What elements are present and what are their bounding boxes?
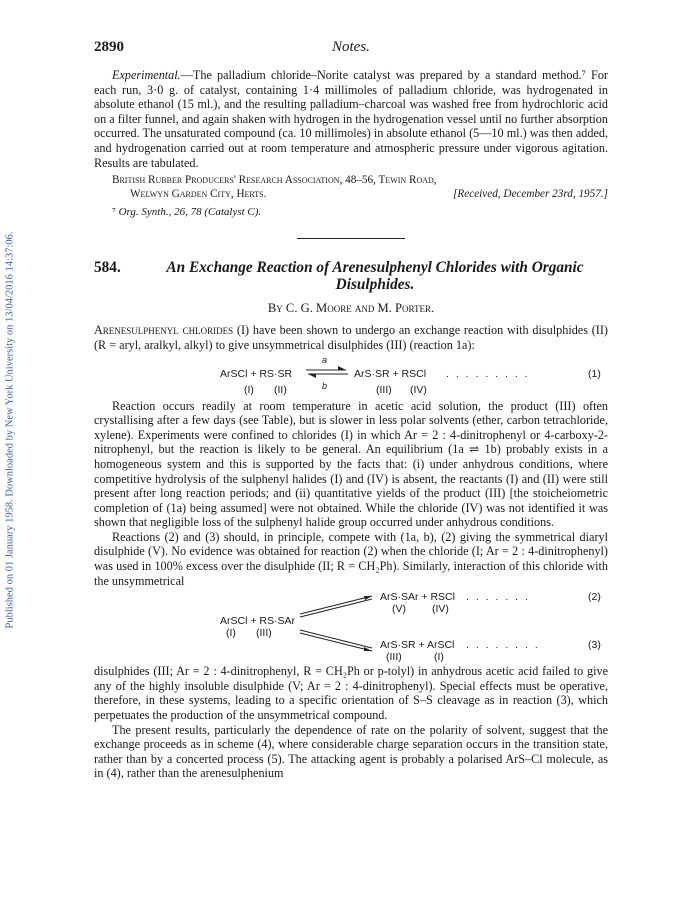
article-title-block — [94, 259, 608, 293]
eq2-label-IV: (IV) — [432, 603, 449, 616]
eq1-number: (1) — [588, 367, 601, 380]
eq3-products: ArS·SR + ArSCl — [380, 639, 455, 652]
equation-1 — [94, 355, 608, 395]
footnote — [94, 205, 608, 220]
affiliation-line-2: Welwyn Garden City, Herts. — [130, 187, 267, 200]
byline: By C. G. Moore and M. Porter. — [267, 300, 435, 315]
experimental-heading: Experimental. — [112, 68, 181, 82]
article-number: 584. — [94, 258, 121, 276]
footnote-text: Org. Synth., 26, 78 (Catalyst C). — [118, 206, 262, 219]
eq1-label-II: (II) — [274, 383, 287, 396]
eq1-arrow-a: a — [322, 354, 328, 365]
intro-lead: Arenesulphenyl chlorides — [94, 323, 234, 338]
intro-paragraph — [94, 323, 608, 352]
download-watermark — [2, 160, 18, 700]
page-header — [94, 40, 608, 62]
received-date: [Received, December 23rd, 1957.] — [453, 187, 608, 200]
eq1-label-III: (III) — [376, 383, 392, 396]
eq1-left: ArSCl + RS·SR — [220, 367, 293, 380]
paragraph-3: disulphides (III; Ar = 2 : 4-dinitrophenyl, R = CH₂Ph or p-tolyl) in anhydrous acetic acid failed to give any of the highly insoluble disulphide (V; Ar = 2 : 4-dinitrophenyl). Special effects must be operative, therefore, in these systems, leading to a specific orientation of S–S cleavage as in reaction (3), which perpetuates the production of the unsymmetrical compound. — [94, 664, 608, 723]
paragraph-4: The present results, particularly the dependence of rate on the polarity of solvent, suggest that the exchange proceeds as in scheme (4), where considerable charge separation occurs in the transition state, rather than by a concerted process (5). The attacking agent is probably a polarised ArS–Cl molecule, as in (4), rather than the arenesulphenium — [94, 722, 608, 781]
eq2-number: (2) — [588, 591, 601, 604]
eq1-right: ArS·SR + RSCl — [354, 367, 427, 380]
reaction-arrows-icon — [298, 590, 378, 660]
download-notice: Published on 01 January 1958. Downloaded by New York University on 13/04/2016 14:37:06. — [4, 231, 16, 629]
article-title: An Exchange Reaction of Arenesulphenyl Chlorides with Organic Disulphides. — [166, 258, 584, 293]
footnote-mark: ⁷ — [112, 206, 116, 219]
paragraph-1: Reaction occurs readily at room temperature in acetic acid solution, the product (III) often crystallising after a few days (see Table), but is slower in less polar solvents (ether, carbon tetrachloride, xylene). Experiments were confined to chlorides (I) in which Ar = 2 : 4-dinitrophenyl or 4-carboxy-2-nitrophenyl, but the reaction is likely to be general. An equilibrium (1a ⇌ 1b) probably exists in a homogeneous system and this is supported by the facts that: (i) under anhydrous conditions, where competitive hydrolysis of the sulphenyl halides (I) and (IV) is absent, the reactants (I) and (II) were still present after long reaction periods; and (ii) quantitative yields of the product (III) [the stoicheiometric completion of (1a) being assumed] were not obtained. While the chloride (IV) was not identified it was shown that negligible loss of the sulphenyl halide group occurred under anhydrous conditions. — [94, 398, 608, 530]
eq2-products: ArS·SAr + RSCl — [380, 591, 455, 604]
running-head: Notes. — [332, 39, 370, 55]
eq23-label-I: (I) — [226, 627, 236, 640]
eq2-dots: . . . . . . . — [466, 591, 530, 604]
affiliation-row — [112, 188, 608, 202]
affiliation — [94, 174, 608, 201]
paragraph-2: Reactions (2) and (3) should, in principle, compete with (1a, b), (2) giving the symmetrical diaryl disulphide (V). No evidence was obtained for reaction (2) when the chloride (I; Ar = 2 : 4-dinitrophenyl) was used in 100% excess over the disulphide (II; R = CH₂Ph). Similarly, interaction of this chloride with the unsymmetrical — [94, 529, 608, 588]
eq1-label-IV: (IV) — [410, 383, 427, 396]
page-number: 2890 — [94, 39, 124, 55]
journal-page — [94, 40, 608, 781]
section-divider — [297, 238, 405, 239]
eq3-number: (3) — [588, 639, 601, 652]
equations-2-3 — [94, 590, 608, 662]
experimental-paragraph — [94, 68, 608, 170]
eq23-reactants: ArSCl + RS·SAr — [220, 615, 295, 628]
eq1-label-I: (I) — [244, 383, 254, 396]
eq1-dots: . . . . . . . . . — [446, 367, 530, 380]
experimental-text: —The palladium chloride–Norite catalyst was prepared by a standard method.⁷ For each run, 3·0 g. of catalyst, containing 1·4 millimoles of palladium chloride, was hydrogenated in absolute ethanol (15 ml.), and the resulting palladium–charcoal was washed free from hydrochloric acid on a filter funnel, and again shaken with hydrogen in the hydrogenation vessel until no further absorption occurred. The unsaturated compound (ca. 10 millimoles) in absolute ethanol (5—10 ml.) was then added, and hydrogenation carried out at room temperature and atmospheric pressure under vigorous agitation. Results are tabulated. — [94, 68, 608, 170]
intro-text: (I) have been shown to undergo an exchange reaction with disulphides (II) (R = aryl, aralkyl, alkyl) to give unsymmetrical disulphides (III) (reaction 1a): — [94, 323, 608, 352]
eq2-label-V: (V) — [392, 603, 406, 616]
eq23-label-III: (III) — [256, 627, 272, 640]
affiliation-line-1: British Rubber Producers' Research Association, 48–56, Tewin Road, — [112, 174, 437, 187]
eq3-dots: . . . . . . . . — [466, 639, 540, 652]
eq1-arrow-b: b — [322, 380, 328, 391]
eq3-label-I: (I) — [434, 651, 444, 664]
eq3-label-III: (III) — [386, 651, 402, 664]
